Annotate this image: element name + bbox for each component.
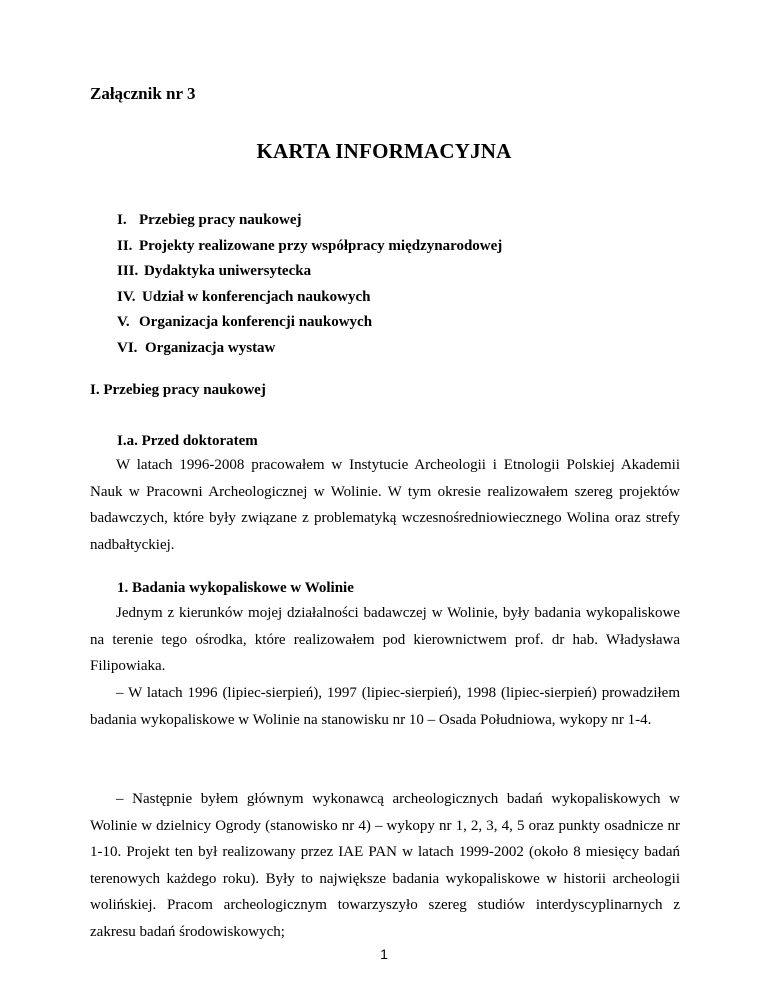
intro-paragraph: W latach 1996-2008 pracowałem w Instytucie Archeologii i Etnologii Polskiej Akademii Nauk w Pracowni Archeologicznej w Wolinie. W tym okresie realizowałem szereg projektów badawczych, które były związane z problematyką wczesnośredniowiecznego Wolina oraz strefy nadbałtyckiej. xyxy=(90,457,680,553)
toc-label: Organizacja wystaw xyxy=(145,339,276,356)
page-number: 1 xyxy=(380,946,388,962)
toc-label: Udział w konferencjach naukowych xyxy=(142,288,371,305)
toc-item xyxy=(117,310,502,336)
body-paragraph: – Następnie byłem głównym wykonawcą archeologicznych badań wykopaliskowych w Wolinie w dzielnicy Ogrody (stanowisko nr 4) – wykopy nr 1, 2, 3, 4, 5 oraz punkty osadnicze nr 1-10. Projekt ten był realizowany przez IAE PAN w latach 1999-2002 (około 8 miesięcy badań terenowych każdego roku). Były to największe badania wykopaliskowe w historii archeologii wolińskiej. Pracom archeologicznym towarzyszyło szereg studiów interdyscyplinarnych z zakresu badań środowiskowych; xyxy=(90,791,680,940)
section-heading: I. Przebieg pracy naukowej xyxy=(90,382,266,398)
toc-number: II. xyxy=(117,237,133,254)
toc-item xyxy=(117,259,502,285)
item-heading: 1. Badania wykopaliskowe w Wolinie xyxy=(117,580,354,596)
toc-item xyxy=(117,234,502,260)
toc-item xyxy=(117,336,502,362)
toc-number: III. xyxy=(117,263,139,279)
subsection-heading: I.a. Przed doktoratem xyxy=(117,433,258,449)
toc-number: V. xyxy=(117,314,130,330)
document-title: KARTA INFORMACYJNA xyxy=(256,139,512,163)
toc-label: Przebieg pracy naukowej xyxy=(139,212,302,228)
body-paragraph: – W latach 1996 (lipiec-sierpień), 1997 (lipiec-sierpień), 1998 (lipiec-sierpień) prowadziłem badania wykopaliskowe w Wolinie na stanowisku nr 10 – Osada Południowa, wykopy nr 1-4. xyxy=(90,685,680,728)
toc-number: VI. xyxy=(117,339,138,356)
toc-number: IV. xyxy=(117,288,136,305)
body-paragraph: Jednym z kierunków mojej działalności badawczej w Wolinie, były badania wykopaliskowe na terenie tego ośrodka, które realizowałem pod kierownictwem prof. dr hab. Władysława Filipowiaka. xyxy=(90,605,680,674)
toc-label: Projekty realizowane przy współpracy międzynarodowej xyxy=(139,237,503,254)
toc-number: I. xyxy=(117,212,127,228)
annex-label: Załącznik nr 3 xyxy=(90,84,196,103)
table-of-contents xyxy=(117,208,502,361)
toc-label: Dydaktyka uniwersytecka xyxy=(144,263,312,279)
toc-label: Organizacja konferencji naukowych xyxy=(139,314,373,330)
toc-item xyxy=(117,208,502,234)
toc-item xyxy=(117,285,502,311)
